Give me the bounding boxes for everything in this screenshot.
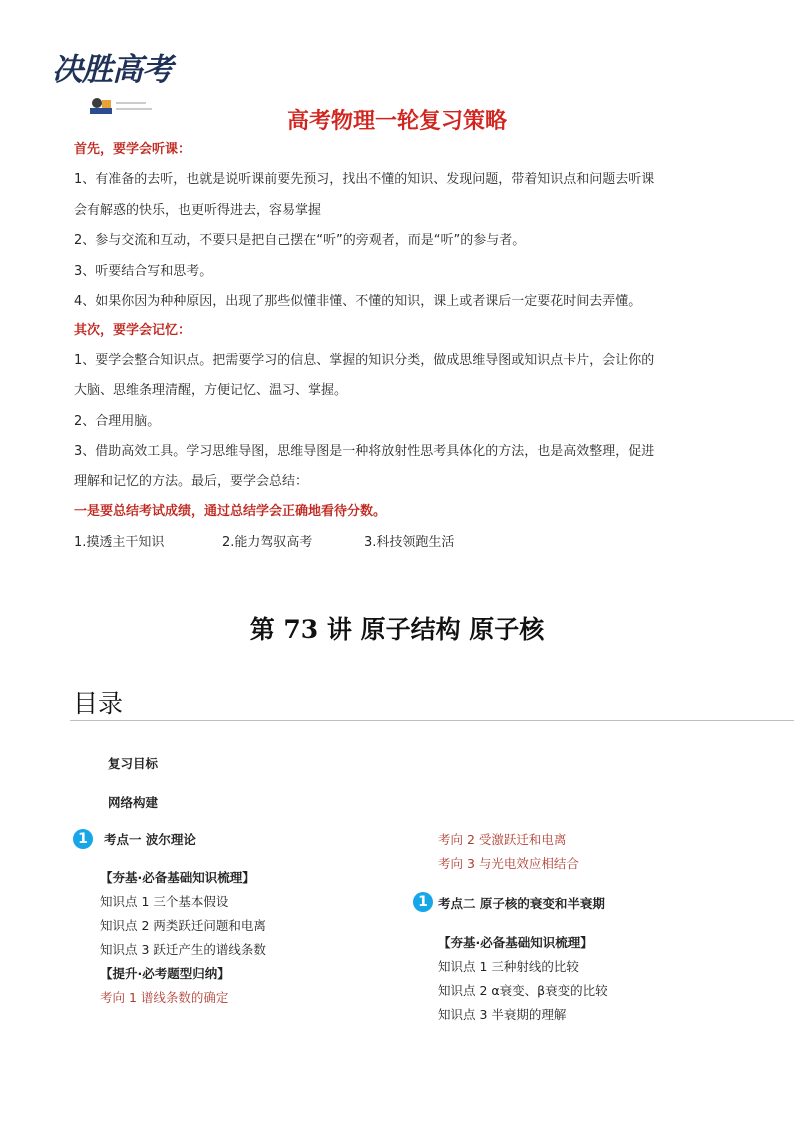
tip-item: 1.摸透主干知识 — [74, 535, 165, 550]
section1-item: 4、如果你因为种种原因，出现了那些似懂非懂、不懂的知识，课上或者课后一定要花时间去弄懂。 — [74, 294, 642, 309]
section2-item: 3、借助高效工具。学习思维导图，思维导图是一种将放射性思考具体化的方法，也是高效整理，促进 — [74, 444, 655, 459]
toc-topic1-group2[interactable]: 【提升·必考题型归纳】 — [100, 966, 230, 981]
toc-topic2[interactable]: 考点二 原子核的衰变和半衰期 — [438, 896, 605, 911]
section1-item: 2、参与交流和互动，不要只是把自己摆在“听”的旁观者，而是“听”的参与者。 — [74, 233, 526, 248]
toc-topic1[interactable]: 考点一 波尔理论 — [104, 832, 196, 847]
topic2-badge-icon: 1 — [413, 892, 433, 912]
toc-topic2-k1[interactable]: 知识点 1 三种射线的比较 — [438, 959, 579, 974]
toc-topic1-d3[interactable]: 考向 3 与光电效应相结合 — [438, 856, 579, 871]
section1-item: 1、有准备的去听，也就是说听课前要先预习，找出不懂的知识、发现问题，带着知识点和问题去听课 — [74, 172, 655, 187]
toc-divider — [70, 720, 794, 721]
tip-item: 3.科技领跑生活 — [364, 535, 455, 550]
toc-topic1-d2[interactable]: 考向 2 受激跃迁和电离 — [438, 832, 567, 847]
section2-heading: 其次，要学会记忆： — [74, 323, 192, 338]
section2-item: 大脑、思维条理清醒，方便记忆、温习、掌握。 — [74, 383, 348, 398]
tip-item: 2.能力驾驭高考 — [222, 535, 313, 550]
logo-text: 决胜高考 — [52, 52, 172, 88]
page-title: 高考物理一轮复习策略 — [286, 109, 507, 134]
section2-item: 1、要学会整合知识点。把需要学习的信息、掌握的知识分类，做成思维导图或知识点卡片，会让你的 — [74, 353, 655, 368]
toc-topic1-k3[interactable]: 知识点 3 跃迁产生的谱线条数 — [100, 942, 266, 957]
toc-topic2-k3[interactable]: 知识点 3 半衰期的理解 — [438, 1007, 567, 1022]
section1-heading: 首先，要学会听课： — [74, 142, 192, 157]
topic1-badge-icon: 1 — [73, 829, 93, 849]
toc-network[interactable]: 网络构建 — [108, 795, 159, 810]
section2-item: 理解和记忆的方法。最后，要学会总结： — [74, 474, 309, 489]
section2-item: 2、合理用脑。 — [74, 414, 161, 429]
toc-heading: 目录 — [73, 689, 124, 718]
summary-text: 一是要总结考试成绩，通过总结学会正确地看待分数。 — [74, 504, 387, 519]
section1-item: 3、听要结合写和思考。 — [74, 264, 213, 279]
toc-topic1-d1[interactable]: 考向 1 谱线条数的确定 — [100, 990, 229, 1005]
toc-topic1-k1[interactable]: 知识点 1 三个基本假设 — [100, 894, 229, 909]
toc-review-goals[interactable]: 复习目标 — [108, 756, 159, 771]
lecture-title: 第 73 讲 原子结构 原子核 — [249, 615, 545, 644]
toc-topic2-k2[interactable]: 知识点 2 α衰变、β衰变的比较 — [438, 983, 608, 998]
section1-item: 会有解惑的快乐，也更听得进去，容易掌握 — [74, 203, 322, 218]
toc-topic1-k2[interactable]: 知识点 2 两类跃迁问题和电离 — [100, 918, 266, 933]
toc-topic1-group1[interactable]: 【夯基·必备基础知识梳理】 — [100, 870, 255, 885]
toc-topic2-group1[interactable]: 【夯基·必备基础知识梳理】 — [438, 935, 593, 950]
